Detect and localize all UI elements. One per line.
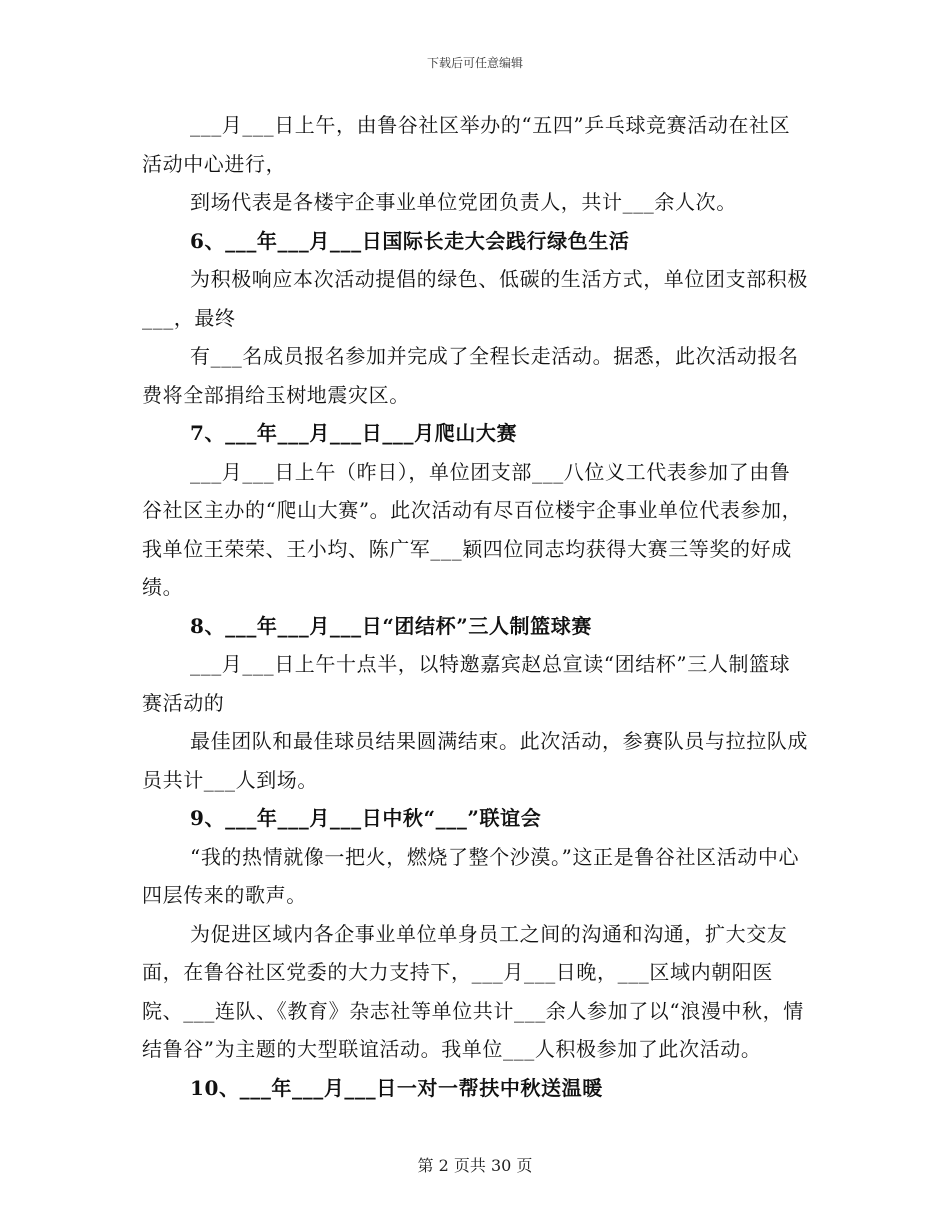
section-heading: 9、___年___月___日中秋“___”联谊会 (190, 806, 542, 830)
paragraph: 为积极响应本次活动提倡的绿色、低碳的生活方式，单位团支部积极___，最终 (142, 267, 808, 330)
page-footer: 第 2 页共 30 页 (417, 1156, 533, 1175)
paragraph: “我的热情就像一把火，燃烧了整个沙漠。”这正是鲁谷社区活动中心四层传来的歌声。 (142, 844, 800, 907)
paragraph: ___月___日上午，由鲁谷社区举办的“五四”乒乓球竞赛活动在社区活动中心进行， (142, 113, 791, 176)
section-heading: 10、___年___月___日一对一帮扶中秋送温暖 (190, 1075, 603, 1100)
paragraph: 最佳团队和最佳球员结果圆满结束。此次活动，参赛队员与拉拉队成员共计___人到场。 (142, 729, 808, 792)
page-header: 下载后可任意编辑 (426, 56, 523, 70)
document-body (142, 106, 810, 1107)
paragraph: ___月___日上午十点半，以特邀嘉宾赵总宣读“团结杯”三人制篮球赛活动的 (142, 652, 791, 715)
paragraph: 到场代表是各楼宇企事业单位党团负责人，共计___余人次。 (190, 190, 737, 214)
section-heading: 8、___年___月___日“团结杯”三人制篮球赛 (190, 613, 592, 638)
section-heading: 7、___年___月___日___月爬山大赛 (190, 421, 518, 445)
paragraph: ___月___日上午（昨日），单位团支部___八位义工代表参加了由鲁谷社区主办的“爬山大赛”。此次活动有尽百位楼宇企事业单位代表参加，我单位王荣荣、王小均、陈广军___颖四位同志均获得大赛三等奖的好成绩。 (142, 459, 803, 599)
section-heading: 6、___年___月___日国际长走大会践行绿色生活 (190, 228, 630, 253)
paragraph: 为促进区域内各企事业单位单身员工之间的沟通和沟通，扩大交友面，在鲁谷社区党委的大力支持下，___月___日晚，___区域内朝阳医院、___连队、《教育》杂志社等单位共计___余人参加了以“浪漫中秋，情结鲁谷”为主题的大型联谊活动。我单位___人积极参加了此次活动。 (142, 921, 804, 1061)
paragraph: 有___名成员报名参加并完成了全程长走活动。据悉，此次活动报名费将全部捐给玉树地震灾区。 (142, 344, 799, 407)
